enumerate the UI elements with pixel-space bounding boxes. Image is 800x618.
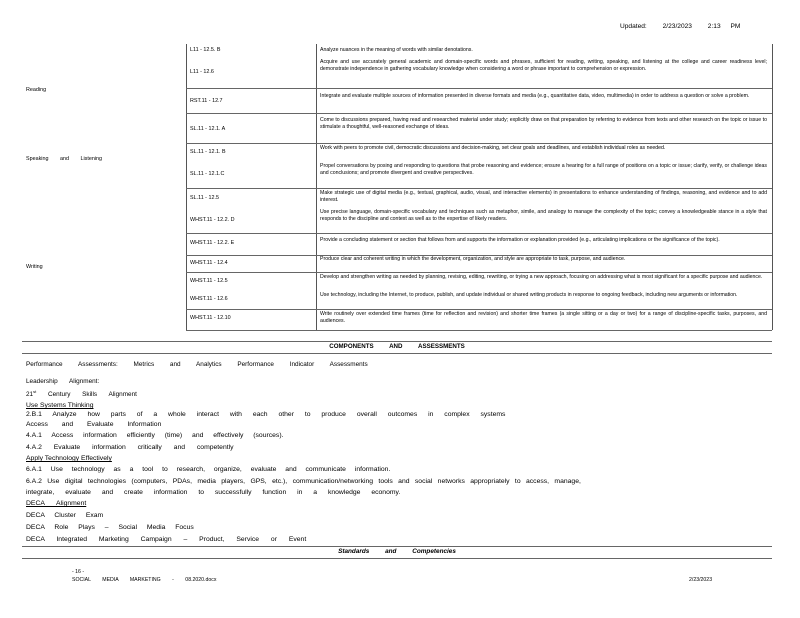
updated-time: 2:13 bbox=[707, 23, 721, 30]
updated-ampm: PM bbox=[730, 23, 741, 30]
table-left-border bbox=[186, 44, 187, 330]
standard-text: Develop and strengthen writing as needed by planning, revising, editing, rewriting, or trying a new approach, focusing on addressing what is most significant for a specific purpose and audience. bbox=[320, 274, 763, 280]
page-number: - 16 - bbox=[72, 569, 85, 575]
standards-competencies-footer: Standards and Competencies bbox=[338, 548, 456, 555]
skill-6a2-line2: integrate, evaluate and create information to successfully function in a knowledge economy. bbox=[26, 489, 401, 496]
standard-code: WHST.11 - 12.10 bbox=[190, 315, 231, 321]
standard-code: SL.11 - 12.5 bbox=[190, 195, 219, 201]
table-bottom-border bbox=[186, 330, 772, 331]
standard-text: Write routinely over extended time frames (time for reflection and revision) and shorter time frames (a single sitting or a day or two) for a range of discipline-specific tasks, purposes, and audiences. bbox=[320, 311, 767, 324]
row-divider bbox=[186, 233, 772, 234]
standards-footer-rule-bottom bbox=[22, 558, 772, 559]
updated-label: Updated: bbox=[620, 23, 647, 30]
deca-item: DECA Integrated Marketing Campaign – Product, Service or Event bbox=[26, 536, 307, 543]
standard-code: WHST.11 - 12.2. E bbox=[190, 240, 235, 246]
standard-text: Provide a concluding statement or section that follows from and supports the information or explanation provided (e.g., articulating implications or the significance of the topic). bbox=[320, 237, 720, 243]
standard-text: Use technology, including the Internet, to produce, publish, and update individual or shared writing products in response to ongoing feedback, including new arguments or information. bbox=[320, 292, 738, 298]
standard-text: Make strategic use of digital media (e.g., textual, graphical, audio, visual, and interactive elements) in presentations to enhance understanding of findings, reasoning, and evidence and to add interest. bbox=[320, 190, 767, 203]
skill-6a2-line1: 6.A.2 Use digital technologies (computers, PDAs, media players, GPS, etc.), communication/networking tools and social networks appropriately to access, manage, bbox=[26, 478, 581, 485]
category-reading: Reading bbox=[26, 87, 47, 93]
standard-code: WHST.11 - 12.6 bbox=[190, 296, 228, 302]
row-divider bbox=[186, 188, 772, 189]
category-speaking: Speaking and Listening bbox=[26, 156, 103, 162]
components-title: COMPONENTS AND ASSESSMENTS bbox=[329, 343, 465, 350]
row-divider bbox=[186, 309, 772, 310]
components-top-rule bbox=[22, 341, 772, 342]
table-mid-border bbox=[316, 44, 317, 330]
row-divider bbox=[186, 272, 772, 273]
access-evaluate-heading: Access and Evaluate Information bbox=[26, 421, 162, 428]
deca-alignment-heading: DECA Alignment bbox=[26, 500, 87, 507]
standard-text: Work with peers to promote civil, democratic discussions and decision-making, set clear goals and deadlines, and establish individual roles as needed. bbox=[320, 145, 666, 151]
standard-text: Acquire and use accurately general academic and domain-specific words and phrases, sufficient for reading, writing, speaking, and listening at the college and career readiness level; demonstrate independence in gathering vocabulary knowledge when considering a word or phrase important to comprehension or expression. bbox=[320, 59, 767, 72]
skill-6a1: 6.A.1 Use technology as a tool to research, organize, evaluate and communicate information. bbox=[26, 466, 391, 473]
deca-item: DECA Role Plays – Social Media Focus bbox=[26, 524, 194, 531]
standard-code: L11 - 12.6 bbox=[190, 69, 214, 75]
skill-4a2: 4.A.2 Evaluate information critically and competently bbox=[26, 444, 234, 451]
century-skills-heading bbox=[26, 388, 137, 399]
standard-text: Come to discussions prepared, having read and researched material under study; explicitly draw on that preparation by referring to evidence from texts and other research on the topic or issue to stimulate a thoughtful, well-reasoned exchange of ideas. bbox=[320, 117, 767, 130]
century-suffix: st bbox=[33, 389, 37, 394]
standard-text: Analyze nuances in the meaning of words with similar denotations. bbox=[320, 47, 473, 53]
row-divider bbox=[186, 143, 772, 144]
apply-technology-heading: Apply Technology Effectively bbox=[26, 455, 112, 462]
standard-code: WHST.11 - 12.4 bbox=[190, 260, 228, 266]
deca-item: DECA Cluster Exam bbox=[26, 512, 104, 519]
updated-date: 2/23/2023 bbox=[662, 23, 692, 30]
systems-thinking-heading: Use Systems Thinking bbox=[26, 402, 94, 409]
components-bottom-rule bbox=[22, 353, 772, 354]
century-label: Century Skills Alignment bbox=[48, 391, 137, 399]
standard-code: WHST.11 - 12.2. D bbox=[190, 217, 235, 223]
standard-code: SL.11 - 12.1. B bbox=[190, 149, 226, 155]
standard-text: Integrate and evaluate multiple sources of information presented in diverse formats and media (e.g., quantitative data, video, multimedia) in order to address a question or solve a problem. bbox=[320, 93, 750, 99]
skill-4a1: 4.A.1 Access information efficiently (time) and effectively (sources). bbox=[26, 432, 284, 439]
standard-code: WHST.11 - 12.5 bbox=[190, 278, 228, 284]
standard-code: RST.11 - 12.7 bbox=[190, 98, 223, 104]
updated-header bbox=[620, 23, 780, 30]
category-writing: Writing bbox=[26, 264, 43, 270]
standard-text: Use precise language, domain-specific vocabulary and techniques such as metaphor, simile, and analogy to manage the complexity of the topic; convey a knowledgeable stance in a style that responds to the discipline and context as well as to the expertise of likely readers. bbox=[320, 209, 767, 222]
assessments-line: Performance Assessments: Metrics and Analytics Performance Indicator Assessments bbox=[26, 361, 368, 368]
standard-code: SL.11 - 12.1.C bbox=[190, 171, 225, 177]
footer-date: 2/23/2023 bbox=[689, 577, 713, 583]
systems-thinking-text: 2.B.1 Analyze how parts of a whole interact with each other to produce overall outcomes in complex systems bbox=[26, 411, 506, 418]
table-right-border bbox=[772, 44, 773, 330]
row-divider bbox=[186, 88, 772, 89]
century-number: 21 bbox=[26, 391, 34, 399]
standard-text: Propel conversations by posing and responding to questions that probe reasoning and evidence; ensure a hearing for a full range of positions on a topic or issue; clarify, verify, or challenge ideas and conclusions; and promote divergent and creative perspectives. bbox=[320, 163, 767, 176]
row-divider bbox=[186, 113, 772, 114]
leadership-alignment: Leadership Alignment: bbox=[26, 378, 100, 385]
standards-footer-rule-top bbox=[22, 546, 772, 547]
standard-code: SL.11 - 12.1. A bbox=[190, 126, 226, 132]
standard-code: L11 - 12.5. B bbox=[190, 47, 221, 53]
document-name: SOCIAL MEDIA MARKETING - 08.2020.docx bbox=[72, 577, 217, 583]
standard-text: Produce clear and coherent writing in which the development, organization, and style are appropriate to task, purpose, and audience. bbox=[320, 256, 626, 262]
